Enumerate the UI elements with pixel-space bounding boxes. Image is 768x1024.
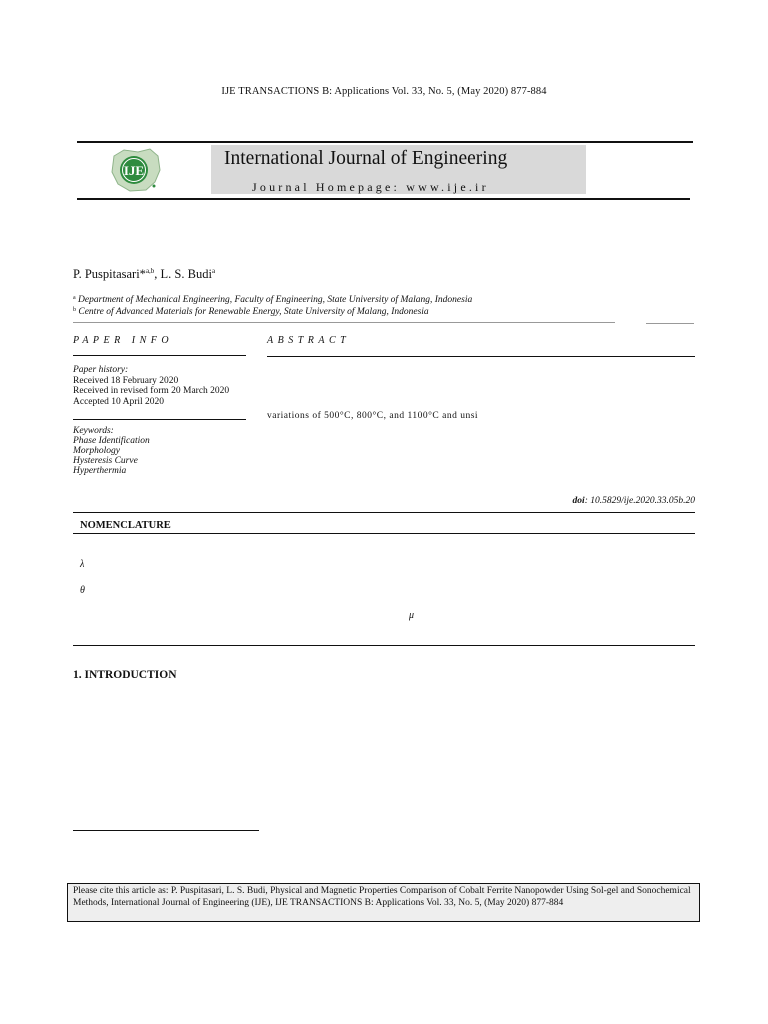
- doi[interactable]: [573, 496, 695, 506]
- abstract-rule: [267, 356, 695, 357]
- paper-history-rule: [73, 419, 246, 420]
- ije-logo-icon: [108, 146, 164, 194]
- affiliation-text: Department of Mechanical Engineering, Faculty of Engineering, State University of Malang, Indonesia: [78, 295, 473, 305]
- keyword: Phase Identification: [73, 436, 150, 446]
- abstract-heading: ABSTRACT: [267, 335, 351, 346]
- journal-title: International Journal of Engineering: [224, 148, 508, 169]
- affiliation: [73, 295, 472, 305]
- affiliation-rule: [646, 323, 694, 324]
- doi-label: doi: [572, 496, 585, 506]
- nomenclature-symbol: θ: [80, 585, 85, 596]
- affiliation-text: Centre of Advanced Materials for Renewable Energy, State University of Malang, Indonesia: [78, 307, 429, 317]
- author-affiliation-mark: a,b: [145, 267, 155, 275]
- masthead-bottom-rule: [77, 198, 690, 200]
- footnote-rule: [73, 830, 259, 831]
- revised-date: Received in revised form 20 March 2020: [73, 386, 230, 396]
- paper-info-rule: [73, 355, 246, 356]
- keyword: Morphology: [73, 446, 120, 456]
- affiliation-rule: [73, 322, 615, 323]
- affiliation-mark: a: [73, 295, 76, 301]
- journal-logo: [108, 146, 164, 194]
- abstract-text: variations of 500°C, 800°C, and 1100°C and unsi: [267, 411, 479, 421]
- nomenclature-bottom-rule: [73, 645, 695, 646]
- accepted-date: Accepted 10 April 2020: [73, 397, 165, 407]
- nomenclature-rule: [73, 533, 695, 534]
- received-date: Received 18 February 2020: [73, 376, 179, 386]
- citation-box: [67, 883, 700, 922]
- author-name: P. Puspitasari*: [73, 267, 146, 281]
- affiliation: [73, 307, 429, 317]
- citation-text: Please cite this article as: P. Puspitasari, L. S. Budi, Physical and Magnetic Properties Comparison of Cobalt Ferrite Nanopowder Using Sol-gel and Sonochemical Methods, International Journal of Engineering (IJE), IJE TRANSACTIONS B: Applications Vol. 33, No. 5, (May 2020) 877-884: [73, 886, 691, 908]
- doi-rule: [73, 512, 695, 513]
- author-affiliation-mark: a: [211, 267, 216, 275]
- introduction-heading: 1. INTRODUCTION: [73, 669, 177, 681]
- masthead-top-rule: [77, 141, 693, 143]
- doi-value: : 10.5829/ije.2020.33.05b.20: [584, 496, 695, 506]
- paper-info-heading: PAPER INFO: [73, 335, 174, 346]
- author-list: [73, 267, 215, 282]
- nomenclature-symbol: μ: [409, 610, 415, 621]
- keyword: Hyperthermia: [73, 466, 127, 476]
- running-header: IJE TRANSACTIONS B: Applications Vol. 33, No. 5, (May 2020) 877-884: [221, 86, 547, 97]
- journal-homepage[interactable]: Journal Homepage: www.ije.ir: [252, 180, 489, 194]
- affiliation-mark: b: [73, 307, 76, 313]
- keywords-label: Keywords:: [73, 426, 114, 436]
- nomenclature-symbol: λ: [80, 559, 85, 570]
- author-separator: ,: [154, 267, 161, 281]
- paper-history-label: Paper history:: [73, 365, 129, 375]
- nomenclature-heading: NOMENCLATURE: [80, 520, 171, 531]
- author-name: L. S. Budi: [160, 267, 212, 281]
- logo-text: IJE: [123, 163, 145, 178]
- keyword: Hysteresis Curve: [73, 456, 138, 466]
